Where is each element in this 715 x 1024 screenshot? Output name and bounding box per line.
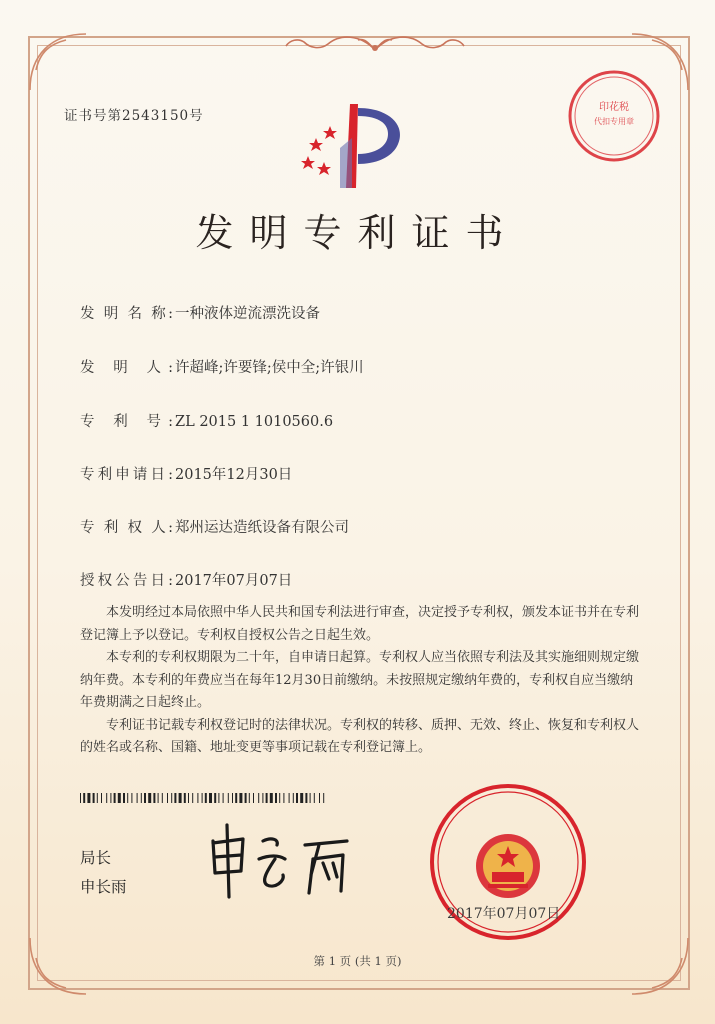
invention-name-row <box>80 302 320 323</box>
body-paragraph: 本专利的专利权期限为二十年，自申请日起算。专利权人应当依照专利法及其实施细则规定缴纳年费。本专利的年费应当在每年12月30日前缴纳。未按照规定缴纳年费的，专利权自应当缴纳年费期满之日起终止。 <box>80 650 640 710</box>
body-paragraph: 本发明经过本局依照中华人民共和国专利法进行审查，决定授予专利权，颁发本证书并在专利登记簿上予以登记。专利权自授权公告之日起生效。 <box>80 605 640 643</box>
field-value: ZL 2015 1 1010560.6 <box>175 414 334 430</box>
page-number: 第 1 页 (共 1 页) <box>313 954 402 968</box>
inventor-row <box>80 356 364 377</box>
grant-date-row <box>80 569 292 590</box>
application-date-row <box>80 463 292 484</box>
field-value: 2017年07月07日 <box>175 573 293 589</box>
field-value: 郑州运达造纸设备有限公司 <box>175 520 349 536</box>
field-label: 专 利 号: <box>80 414 173 430</box>
svg-text:代扣专用章: 代扣专用章 <box>594 117 634 126</box>
field-label: 发 明 名 称: <box>80 306 173 322</box>
svg-text:印花税: 印花税 <box>599 102 629 113</box>
field-label: 专 利 权 人: <box>80 520 173 536</box>
director-name: 申长雨 <box>80 878 127 896</box>
patentee-row <box>80 516 349 537</box>
ornament-icon <box>26 30 96 100</box>
issue-date: 2017年07月07日 <box>447 906 561 922</box>
field-value: 许超峰;许要锋;侯中全;许银川 <box>175 360 364 376</box>
field-label: 专利申请日: <box>80 467 173 483</box>
certificate-number: 证书号第2543150号 <box>64 108 204 124</box>
body-paragraph: 专利证书记载专利权登记时的法律状况。专利权的转移、质押、无效、终止、恢复和专利权人的姓名或名称、国籍、地址变更等事项记载在专利登记簿上。 <box>80 717 640 755</box>
field-value: 2015年12月30日 <box>175 467 293 483</box>
field-value: 一种液体逆流漂洗设备 <box>175 306 320 322</box>
ornament-icon <box>280 30 470 58</box>
field-label: 授权公告日: <box>80 573 173 589</box>
certificate-body <box>80 602 640 760</box>
director-signature <box>205 815 355 905</box>
tax-seal-icon <box>566 68 662 164</box>
barcode-icon <box>80 793 326 803</box>
director-title: 局长 <box>80 849 112 867</box>
cnipa-logo-icon <box>296 98 414 194</box>
page-title: 发明专利证书 <box>195 211 520 255</box>
field-label: 发 明 人: <box>80 360 173 376</box>
patent-number-row <box>80 410 333 431</box>
